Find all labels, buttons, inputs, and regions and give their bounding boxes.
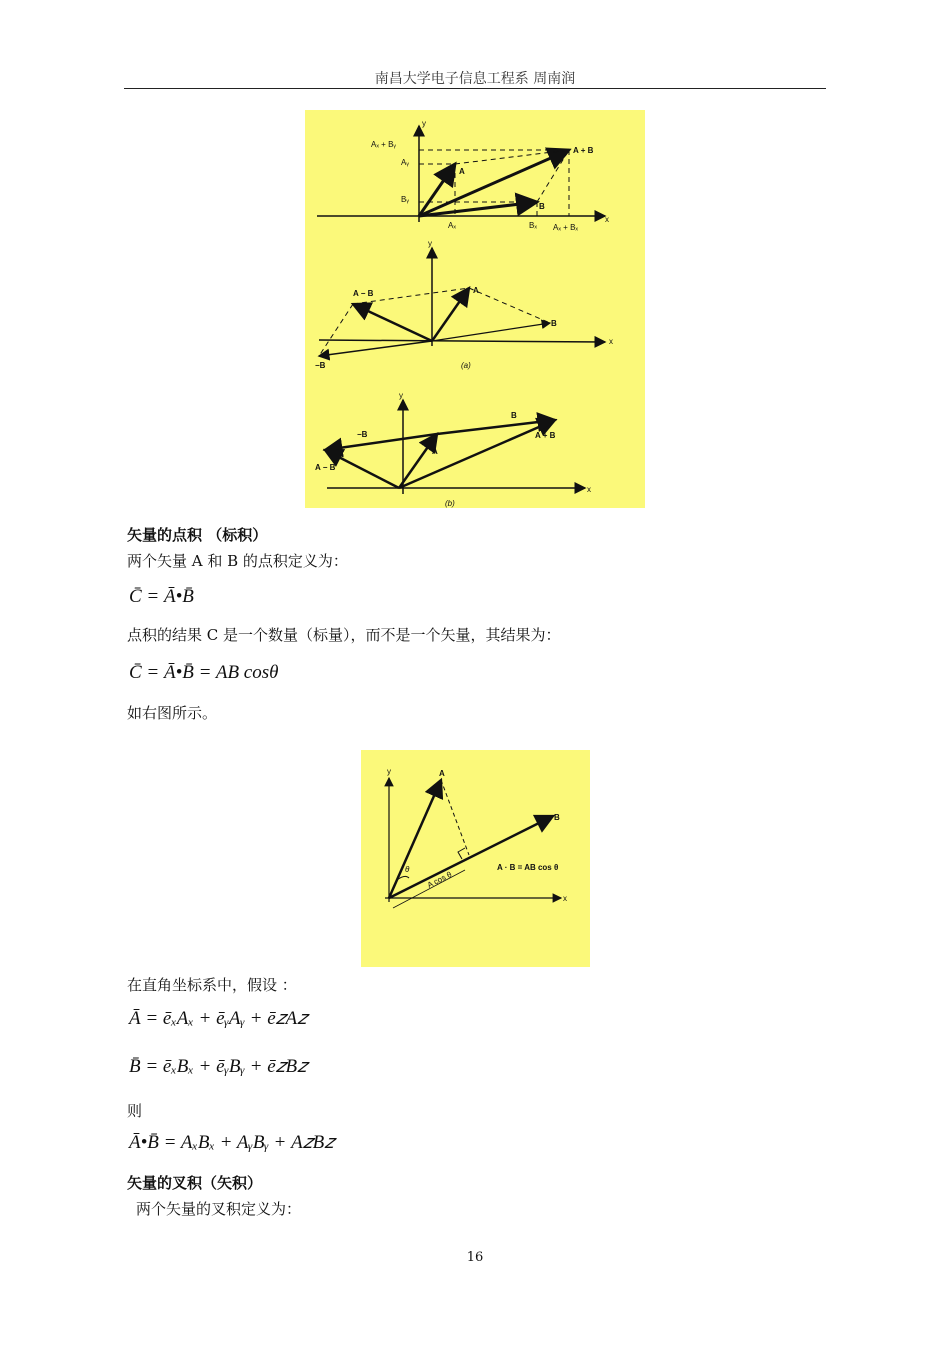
vector-a-equation: Ā = ēₓAₓ + ēᵧAᵧ + ē𝑧A𝑧 bbox=[129, 1008, 308, 1029]
mid-x-label: x bbox=[609, 337, 613, 346]
top-axbx-label: Aₓ + Bₓ bbox=[553, 223, 579, 232]
middle-panel bbox=[319, 248, 605, 356]
fig2-theta-label: θ bbox=[405, 865, 410, 874]
dot-equation-2: C̄ = Ā•B̄ = AB cosθ bbox=[129, 662, 279, 683]
fig2-a-label: A bbox=[439, 769, 445, 778]
top-a-label: A bbox=[459, 167, 465, 176]
bot-y-label: y bbox=[399, 391, 403, 400]
figure-dot-product-drawing bbox=[361, 750, 590, 967]
dot-definition-text: 两个矢量 A 和 B 的点积定义为： bbox=[127, 552, 348, 570]
top-b-label: B bbox=[539, 202, 545, 211]
cross-product-heading: 矢量的叉积（矢积） bbox=[127, 1174, 263, 1192]
see-figure-text: 如右图所示。 bbox=[127, 704, 218, 722]
mid-amb-label: A − B bbox=[353, 289, 374, 298]
then-text: 则 bbox=[127, 1102, 143, 1120]
mid-b-label: B bbox=[551, 319, 557, 328]
bottom-panel bbox=[325, 400, 585, 494]
mid-negb-label: −B bbox=[315, 361, 326, 370]
top-by-label: Bᵧ bbox=[401, 195, 409, 204]
header-rule bbox=[124, 88, 826, 89]
top-ax-label: Aₓ bbox=[448, 221, 456, 230]
bot-negb-label: −B bbox=[357, 430, 368, 439]
figure-vector-add-sub bbox=[305, 110, 645, 508]
figure-dot-product bbox=[361, 750, 590, 967]
bot-caption: (b) bbox=[445, 499, 455, 508]
top-apb-label: A + B bbox=[573, 146, 594, 155]
top-ay-label: Aᵧ bbox=[401, 158, 409, 167]
top-y-label: y bbox=[422, 119, 426, 128]
fig2-formula-label: A · B = AB cos θ bbox=[497, 863, 559, 872]
bot-apb-label: A + B bbox=[535, 431, 556, 440]
bot-a-label: A bbox=[432, 447, 438, 456]
figure-vector-add-sub-drawing bbox=[305, 110, 645, 508]
top-x-label: x bbox=[605, 215, 609, 224]
dot-equation-1: C̄ = Ā•B̄ bbox=[129, 586, 194, 607]
bot-x-label: x bbox=[587, 485, 591, 494]
fig2-acos-label: A cos θ bbox=[425, 869, 454, 890]
vector-b-equation: B̄ = ēₓBₓ + ēᵧBᵧ + ē𝑧B𝑧 bbox=[129, 1056, 308, 1077]
mid-a-label: A bbox=[473, 286, 479, 295]
page-header: 南昌大学电子信息工程系 周南润 bbox=[374, 71, 576, 87]
dot-component-equation: Ā•B̄ = AₓBₓ + AᵧBᵧ + A𝑧B𝑧 bbox=[129, 1132, 335, 1153]
page-number: 16 bbox=[466, 1250, 484, 1265]
cross-definition-text: 两个矢量的叉积定义为： bbox=[136, 1200, 302, 1218]
bot-b-label: B bbox=[511, 411, 517, 420]
mid-caption: (a) bbox=[461, 361, 471, 370]
bot-amb-label: A − B bbox=[315, 463, 336, 472]
fig2-b-label: B bbox=[554, 813, 560, 822]
coord-assume-text: 在直角坐标系中，假设 ： bbox=[127, 976, 297, 994]
dot-result-text: 点积的结果 C 是一个数量（标量），而不是一个矢量，其结果为： bbox=[127, 626, 561, 644]
mid-y-label: y bbox=[428, 239, 432, 248]
top-bx-label: Bₓ bbox=[529, 221, 537, 230]
top-axby-label: Aₓ + Bᵧ bbox=[371, 140, 396, 149]
fig2-x-label: x bbox=[563, 894, 567, 903]
fig2-y-label: y bbox=[387, 767, 391, 776]
dot-product-heading: 矢量的点积 （标积） bbox=[127, 526, 268, 544]
